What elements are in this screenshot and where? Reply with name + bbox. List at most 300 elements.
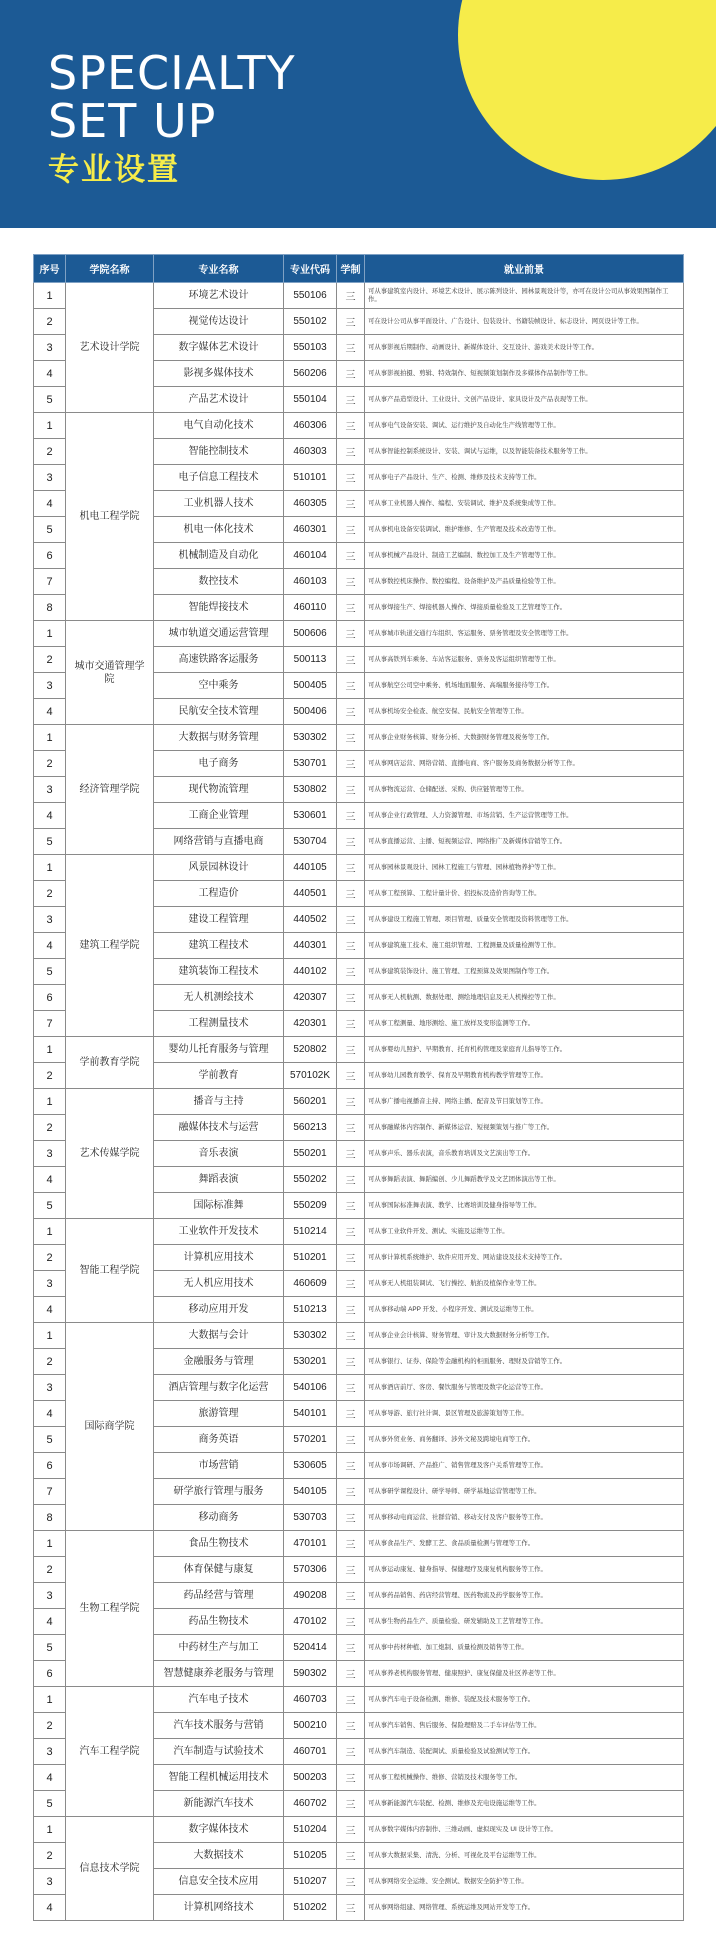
row-seq: 1: [34, 1219, 66, 1245]
study-length: 三: [337, 1063, 365, 1089]
career-prospect: 可从事机场安全检查、航空安保、民航安全管理等工作。: [365, 699, 684, 725]
major-name: 大数据与财务管理: [154, 725, 284, 751]
table-row: [34, 855, 684, 881]
study-length: 三: [337, 1765, 365, 1791]
study-length: 三: [337, 439, 365, 465]
major-name: 酒店管理与数字化运营: [154, 1375, 284, 1401]
study-length: 三: [337, 1895, 365, 1921]
row-seq: 4: [34, 803, 66, 829]
major-code: 510201: [284, 1245, 337, 1271]
career-prospect: 可从事网络组建、网络管理、系统运维及网站开发等工作。: [365, 1895, 684, 1921]
table-row: [34, 1687, 684, 1713]
study-length: 三: [337, 569, 365, 595]
row-seq: 7: [34, 569, 66, 595]
major-code: 550106: [284, 283, 337, 309]
row-seq: 6: [34, 1661, 66, 1687]
career-prospect: 可从事中药材种植、加工炮制、质量检测及销售等工作。: [365, 1635, 684, 1661]
study-length: 三: [337, 621, 365, 647]
row-seq: 3: [34, 1739, 66, 1765]
major-name: 智能工程机械运用技术: [154, 1765, 284, 1791]
major-name: 国际标准舞: [154, 1193, 284, 1219]
major-name: 高速铁路客运服务: [154, 647, 284, 673]
major-code: 530605: [284, 1453, 337, 1479]
major-name: 旅游管理: [154, 1401, 284, 1427]
major-name: 移动应用开发: [154, 1297, 284, 1323]
major-name: 电子信息工程技术: [154, 465, 284, 491]
career-prospect: 可从事融媒体内容制作、新媒体运营、短视频策划与推广等工作。: [365, 1115, 684, 1141]
major-name: 建筑工程技术: [154, 933, 284, 959]
career-prospect: 可从事建设工程施工管理、项目管理、质量安全管理及资料管理等工作。: [365, 907, 684, 933]
row-seq: 5: [34, 1193, 66, 1219]
major-code: 500606: [284, 621, 337, 647]
career-prospect: 可从事计算机系统维护、软件应用开发、网站建设及技术支持等工作。: [365, 1245, 684, 1271]
major-name: 音乐表演: [154, 1141, 284, 1167]
row-seq: 6: [34, 543, 66, 569]
study-length: 三: [337, 1713, 365, 1739]
major-code: 500203: [284, 1765, 337, 1791]
row-seq: 1: [34, 283, 66, 309]
major-name: 无人机测绘技术: [154, 985, 284, 1011]
college-name: 城市交通管理学院: [66, 621, 154, 725]
major-code: 570201: [284, 1427, 337, 1453]
career-prospect: 可从事婴幼儿照护、早期教育、托育机构管理及家庭育儿指导等工作。: [365, 1037, 684, 1063]
major-code: 530703: [284, 1505, 337, 1531]
row-seq: 1: [34, 1323, 66, 1349]
career-prospect: 可从事外贸业务、商务翻译、涉外文秘及跨境电商等工作。: [365, 1427, 684, 1453]
row-seq: 6: [34, 1453, 66, 1479]
study-length: 三: [337, 387, 365, 413]
major-name: 大数据与会计: [154, 1323, 284, 1349]
major-name: 婴幼儿托育服务与管理: [154, 1037, 284, 1063]
study-length: 三: [337, 855, 365, 881]
major-code: 560206: [284, 361, 337, 387]
study-length: 三: [337, 1427, 365, 1453]
table-row: [34, 725, 684, 751]
study-length: 三: [337, 1037, 365, 1063]
major-code: 460301: [284, 517, 337, 543]
career-prospect: 可从事建筑施工技术、施工组织管理、工程测量及质量检测等工作。: [365, 933, 684, 959]
row-seq: 5: [34, 829, 66, 855]
row-seq: 3: [34, 465, 66, 491]
major-name: 视觉传达设计: [154, 309, 284, 335]
row-seq: 1: [34, 1037, 66, 1063]
study-length: 三: [337, 959, 365, 985]
major-code: 530701: [284, 751, 337, 777]
career-prospect: 可从事机械产品设计、制造工艺编制、数控加工及生产管理等工作。: [365, 543, 684, 569]
career-prospect: 可从事城市轨道交通行车组织、客运服务、票务管理及安全管理等工作。: [365, 621, 684, 647]
career-prospect: 可从事高铁列车乘务、车站客运服务、票务及客运组织管理等工作。: [365, 647, 684, 673]
row-seq: 2: [34, 439, 66, 465]
header-banner: [0, 0, 716, 228]
college-name: 智能工程学院: [66, 1219, 154, 1323]
study-length: 三: [337, 1453, 365, 1479]
study-length: 三: [337, 1791, 365, 1817]
career-prospect: 可从事产品造型设计、工业设计、文创产品设计、家具设计及产品表现等工作。: [365, 387, 684, 413]
major-name: 工商企业管理: [154, 803, 284, 829]
row-seq: 1: [34, 1817, 66, 1843]
study-length: 三: [337, 1583, 365, 1609]
row-seq: 5: [34, 1427, 66, 1453]
major-name: 工程测量技术: [154, 1011, 284, 1037]
major-code: 560213: [284, 1115, 337, 1141]
major-code: 510101: [284, 465, 337, 491]
major-code: 530201: [284, 1349, 337, 1375]
major-name: 舞蹈表演: [154, 1167, 284, 1193]
table-row: [34, 1089, 684, 1115]
major-code: 550202: [284, 1167, 337, 1193]
table-row: [34, 283, 684, 309]
major-code: 510202: [284, 1895, 337, 1921]
study-length: 三: [337, 1635, 365, 1661]
major-code: 560201: [284, 1089, 337, 1115]
career-prospect: 可从事机电设备安装调试、维护维修、生产管理及技术改造等工作。: [365, 517, 684, 543]
study-length: 三: [337, 595, 365, 621]
career-prospect: 可从事银行、证券、保险等金融机构的柜面服务、理财及营销等工作。: [365, 1349, 684, 1375]
study-length: 三: [337, 1843, 365, 1869]
college-name: 国际商学院: [66, 1323, 154, 1531]
career-prospect: 可从事工业机器人操作、编程、安装调试、维护及系统集成等工作。: [365, 491, 684, 517]
career-prospect: 可从事直播运营、主播、短视频运营、网络推广及新媒体营销等工作。: [365, 829, 684, 855]
row-seq: 2: [34, 309, 66, 335]
row-seq: 4: [34, 699, 66, 725]
row-seq: 3: [34, 335, 66, 361]
major-code: 520414: [284, 1635, 337, 1661]
study-length: 三: [337, 465, 365, 491]
major-name: 药品经营与管理: [154, 1583, 284, 1609]
major-name: 智能焊接技术: [154, 595, 284, 621]
row-seq: 5: [34, 517, 66, 543]
major-name: 食品生物技术: [154, 1531, 284, 1557]
row-seq: 2: [34, 1349, 66, 1375]
major-name: 研学旅行管理与服务: [154, 1479, 284, 1505]
career-prospect: 可从事数字媒体内容制作、三维动画、虚拟现实及 UI 设计等工作。: [365, 1817, 684, 1843]
major-name: 数字媒体艺术设计: [154, 335, 284, 361]
row-seq: 1: [34, 1687, 66, 1713]
row-seq: 7: [34, 1011, 66, 1037]
row-seq: 2: [34, 1245, 66, 1271]
row-seq: 3: [34, 1271, 66, 1297]
major-name: 现代物流管理: [154, 777, 284, 803]
career-prospect: 可从事研学课程设计、研学导师、研学基地运营管理等工作。: [365, 1479, 684, 1505]
major-code: 540105: [284, 1479, 337, 1505]
major-code: 550103: [284, 335, 337, 361]
major-code: 460702: [284, 1791, 337, 1817]
career-prospect: 可从事工程预算、工程计量计价、招投标及造价咨询等工作。: [365, 881, 684, 907]
major-code: 510214: [284, 1219, 337, 1245]
major-code: 460104: [284, 543, 337, 569]
study-length: 三: [337, 829, 365, 855]
study-length: 三: [337, 1869, 365, 1895]
career-prospect: 可从事运动康复、健身指导、保健理疗及康复机构服务等工作。: [365, 1557, 684, 1583]
career-prospect: 可从事大数据采集、清洗、分析、可视化及平台运维等工作。: [365, 1843, 684, 1869]
major-code: 540101: [284, 1401, 337, 1427]
career-prospect: 可从事物流运营、仓储配送、采购、供应链管理等工作。: [365, 777, 684, 803]
study-length: 三: [337, 1739, 365, 1765]
career-prospect: 可从事网店运营、网络营销、直播电商、客户服务及商务数据分析等工作。: [365, 751, 684, 777]
row-seq: 2: [34, 881, 66, 907]
specialty-table: [33, 254, 684, 1921]
major-code: 540106: [284, 1375, 337, 1401]
study-length: 三: [337, 1531, 365, 1557]
study-length: 三: [337, 1245, 365, 1271]
career-prospect: 可从事网络安全运维、安全测试、数据安全防护等工作。: [365, 1869, 684, 1895]
major-code: 460703: [284, 1687, 337, 1713]
row-seq: 4: [34, 1401, 66, 1427]
major-code: 530704: [284, 829, 337, 855]
table-row: [34, 1817, 684, 1843]
row-seq: 4: [34, 361, 66, 387]
study-length: 三: [337, 1401, 365, 1427]
career-prospect: 可从事广播电视播音主持、网络主播、配音及节目策划等工作。: [365, 1089, 684, 1115]
row-seq: 4: [34, 933, 66, 959]
career-prospect: 可从事企业财务核算、财务分析、大数据财务管理及税务等工作。: [365, 725, 684, 751]
row-seq: 4: [34, 1609, 66, 1635]
study-length: 三: [337, 335, 365, 361]
major-name: 数控技术: [154, 569, 284, 595]
major-code: 460110: [284, 595, 337, 621]
major-name: 工程造价: [154, 881, 284, 907]
study-length: 三: [337, 543, 365, 569]
study-length: 三: [337, 673, 365, 699]
table-row: [34, 413, 684, 439]
major-code: 570306: [284, 1557, 337, 1583]
header-career: 就业前景: [365, 255, 684, 283]
career-prospect: 可从事工程机械操作、维修、营销及技术服务等工作。: [365, 1765, 684, 1791]
college-name: 生物工程学院: [66, 1531, 154, 1687]
career-prospect: 可从事酒店前厅、客房、餐饮服务与管理及数字化运营等工作。: [365, 1375, 684, 1401]
major-code: 530302: [284, 1323, 337, 1349]
major-name: 风景园林设计: [154, 855, 284, 881]
row-seq: 8: [34, 1505, 66, 1531]
major-code: 460303: [284, 439, 337, 465]
major-code: 550102: [284, 309, 337, 335]
major-name: 大数据技术: [154, 1843, 284, 1869]
row-seq: 5: [34, 387, 66, 413]
major-name: 移动商务: [154, 1505, 284, 1531]
major-code: 550209: [284, 1193, 337, 1219]
major-code: 420307: [284, 985, 337, 1011]
major-name: 民航安全技术管理: [154, 699, 284, 725]
major-name: 商务英语: [154, 1427, 284, 1453]
major-code: 460305: [284, 491, 337, 517]
major-code: 500406: [284, 699, 337, 725]
header-college: 学院名称: [66, 255, 154, 283]
study-length: 三: [337, 1687, 365, 1713]
major-code: 460103: [284, 569, 337, 595]
major-name: 工业机器人技术: [154, 491, 284, 517]
study-length: 三: [337, 907, 365, 933]
study-length: 三: [337, 1167, 365, 1193]
study-length: 三: [337, 647, 365, 673]
row-seq: 3: [34, 1583, 66, 1609]
major-name: 汽车技术服务与营销: [154, 1713, 284, 1739]
career-prospect: 可从事企业行政管理、人力资源管理、市场营销、生产运营管理等工作。: [365, 803, 684, 829]
row-seq: 5: [34, 959, 66, 985]
major-code: 470102: [284, 1609, 337, 1635]
study-length: 三: [337, 1271, 365, 1297]
college-name: 学前教育学院: [66, 1037, 154, 1089]
career-prospect: 可从事航空公司空中乘务、机场地面服务、高端服务接待等工作。: [365, 673, 684, 699]
major-name: 汽车制造与试验技术: [154, 1739, 284, 1765]
major-code: 530302: [284, 725, 337, 751]
banner-title-line1: SPECIALTY: [48, 46, 296, 100]
major-code: 500405: [284, 673, 337, 699]
major-name: 数字媒体技术: [154, 1817, 284, 1843]
study-length: 三: [337, 1219, 365, 1245]
row-seq: 3: [34, 907, 66, 933]
major-name: 产品艺术设计: [154, 387, 284, 413]
major-code: 510207: [284, 1869, 337, 1895]
row-seq: 3: [34, 1141, 66, 1167]
row-seq: 1: [34, 1531, 66, 1557]
major-code: 420301: [284, 1011, 337, 1037]
major-name: 电子商务: [154, 751, 284, 777]
career-prospect: 可从事数控机床操作、数控编程、设备维护及产品质量检验等工作。: [365, 569, 684, 595]
major-name: 新能源汽车技术: [154, 1791, 284, 1817]
row-seq: 2: [34, 1843, 66, 1869]
study-length: 三: [337, 1557, 365, 1583]
major-name: 融媒体技术与运营: [154, 1115, 284, 1141]
major-name: 工业软件开发技术: [154, 1219, 284, 1245]
career-prospect: 可从事焊接生产、焊接机器人操作、焊接质量检验及工艺管理等工作。: [365, 595, 684, 621]
banner-subtitle: 专业设置: [48, 152, 180, 188]
major-code: 460306: [284, 413, 337, 439]
header-length: 学制: [337, 255, 365, 283]
study-length: 三: [337, 283, 365, 309]
study-length: 三: [337, 309, 365, 335]
major-name: 计算机应用技术: [154, 1245, 284, 1271]
study-length: 三: [337, 491, 365, 517]
college-name: 机电工程学院: [66, 413, 154, 621]
major-name: 环境艺术设计: [154, 283, 284, 309]
study-length: 三: [337, 777, 365, 803]
study-length: 三: [337, 1089, 365, 1115]
row-seq: 3: [34, 1375, 66, 1401]
career-prospect: 可从事生物药品生产、质量检验、研发辅助及工艺管理等工作。: [365, 1609, 684, 1635]
table-row: [34, 1531, 684, 1557]
row-seq: 8: [34, 595, 66, 621]
row-seq: 1: [34, 1089, 66, 1115]
career-prospect: 可从事汽车销售、售后服务、保险理赔及二手车评估等工作。: [365, 1713, 684, 1739]
career-prospect: 可从事市场调研、产品推广、销售管理及客户关系管理等工作。: [365, 1453, 684, 1479]
major-code: 520802: [284, 1037, 337, 1063]
major-code: 440502: [284, 907, 337, 933]
banner-title-line2: SET UP: [48, 94, 217, 148]
major-code: 440102: [284, 959, 337, 985]
major-code: 470101: [284, 1531, 337, 1557]
major-name: 建设工程管理: [154, 907, 284, 933]
study-length: 三: [337, 751, 365, 777]
row-seq: 5: [34, 1791, 66, 1817]
career-prospect: 可从事汽车电子设备检测、维修、装配及技术服务等工作。: [365, 1687, 684, 1713]
major-name: 无人机应用技术: [154, 1271, 284, 1297]
study-length: 三: [337, 1609, 365, 1635]
career-prospect: 可从事无人机航测、数据处理、测绘地理信息及无人机操控等工作。: [365, 985, 684, 1011]
study-length: 三: [337, 1661, 365, 1687]
header-seq: 序号: [34, 255, 66, 283]
major-code: 460609: [284, 1271, 337, 1297]
row-seq: 6: [34, 985, 66, 1011]
career-prospect: 可从事电子产品设计、生产、检测、维修及技术支持等工作。: [365, 465, 684, 491]
row-seq: 1: [34, 725, 66, 751]
study-length: 三: [337, 1297, 365, 1323]
career-prospect: 可从事移动电商运营、社群营销、移动支付及客户服务等工作。: [365, 1505, 684, 1531]
major-name: 建筑装饰工程技术: [154, 959, 284, 985]
major-name: 机电一体化技术: [154, 517, 284, 543]
major-code: 440105: [284, 855, 337, 881]
row-seq: 3: [34, 1869, 66, 1895]
career-prospect: 可从事新能源汽车装配、检测、维修及充电设施运维等工作。: [365, 1791, 684, 1817]
study-length: 三: [337, 413, 365, 439]
career-prospect: 可从事建筑室内设计、环境艺术设计、展示陈列设计、园林景观设计等，亦可在设计公司从事效果图制作工作。: [365, 283, 684, 309]
college-name: 信息技术学院: [66, 1817, 154, 1921]
major-code: 550104: [284, 387, 337, 413]
header-code: 专业代码: [284, 255, 337, 283]
table-row: [34, 1037, 684, 1063]
row-seq: 2: [34, 751, 66, 777]
row-seq: 2: [34, 1557, 66, 1583]
yellow-circle-decoration: [458, 0, 716, 180]
career-prospect: 可从事企业会计核算、财务管理、审计及大数据财务分析等工作。: [365, 1323, 684, 1349]
major-code: 490208: [284, 1583, 337, 1609]
study-length: 三: [337, 985, 365, 1011]
career-prospect: 可从事电气设备安装、调试、运行维护及自动化生产线管理等工作。: [365, 413, 684, 439]
career-prospect: 可从事幼儿园教育教学、保育及早期教育机构教学管理等工作。: [365, 1063, 684, 1089]
career-prospect: 可从事园林景观设计、园林工程施工与管理、园林植物养护等工作。: [365, 855, 684, 881]
study-length: 三: [337, 1323, 365, 1349]
career-prospect: 可在设计公司从事平面设计、广告设计、包装设计、书籍装帧设计、标志设计、网页设计等工作。: [365, 309, 684, 335]
major-code: 530802: [284, 777, 337, 803]
major-name: 智能控制技术: [154, 439, 284, 465]
major-code: 590302: [284, 1661, 337, 1687]
career-prospect: 可从事移动端 APP 开发、小程序开发、测试及运维等工作。: [365, 1297, 684, 1323]
career-prospect: 可从事养老机构服务管理、健康照护、康复保健及社区养老等工作。: [365, 1661, 684, 1687]
college-name: 艺术设计学院: [66, 283, 154, 413]
major-code: 460701: [284, 1739, 337, 1765]
major-name: 计算机网络技术: [154, 1895, 284, 1921]
major-code: 510204: [284, 1817, 337, 1843]
major-code: 440501: [284, 881, 337, 907]
major-name: 学前教育: [154, 1063, 284, 1089]
study-length: 三: [337, 1193, 365, 1219]
major-name: 网络营销与直播电商: [154, 829, 284, 855]
row-seq: 3: [34, 777, 66, 803]
major-name: 药品生物技术: [154, 1609, 284, 1635]
row-seq: 4: [34, 491, 66, 517]
career-prospect: 可从事声乐、器乐表演，音乐教育培训及文艺演出等工作。: [365, 1141, 684, 1167]
career-prospect: 可从事工程测量、地形测绘、施工放样及变形监测等工作。: [365, 1011, 684, 1037]
major-name: 城市轨道交通运营管理: [154, 621, 284, 647]
row-seq: 2: [34, 1713, 66, 1739]
row-seq: 2: [34, 1063, 66, 1089]
header-major: 专业名称: [154, 255, 284, 283]
table-row: [34, 1323, 684, 1349]
career-prospect: 可从事导游、旅行社计调、景区管理及旅游策划等工作。: [365, 1401, 684, 1427]
major-name: 市场营销: [154, 1453, 284, 1479]
major-name: 机械制造及自动化: [154, 543, 284, 569]
career-prospect: 可从事影视后期制作、动画设计、新媒体设计、交互设计、游戏美术设计等工作。: [365, 335, 684, 361]
row-seq: 3: [34, 673, 66, 699]
study-length: 三: [337, 725, 365, 751]
study-length: 三: [337, 803, 365, 829]
career-prospect: 可从事国际标准舞表演、教学、比赛培训及健身指导等工作。: [365, 1193, 684, 1219]
table-row: [34, 621, 684, 647]
major-name: 智慧健康养老服务与管理: [154, 1661, 284, 1687]
college-name: 汽车工程学院: [66, 1687, 154, 1817]
study-length: 三: [337, 1011, 365, 1037]
career-prospect: 可从事影视拍摄、剪辑、特效制作、短视频策划制作及多媒体作品制作等工作。: [365, 361, 684, 387]
row-seq: 4: [34, 1895, 66, 1921]
